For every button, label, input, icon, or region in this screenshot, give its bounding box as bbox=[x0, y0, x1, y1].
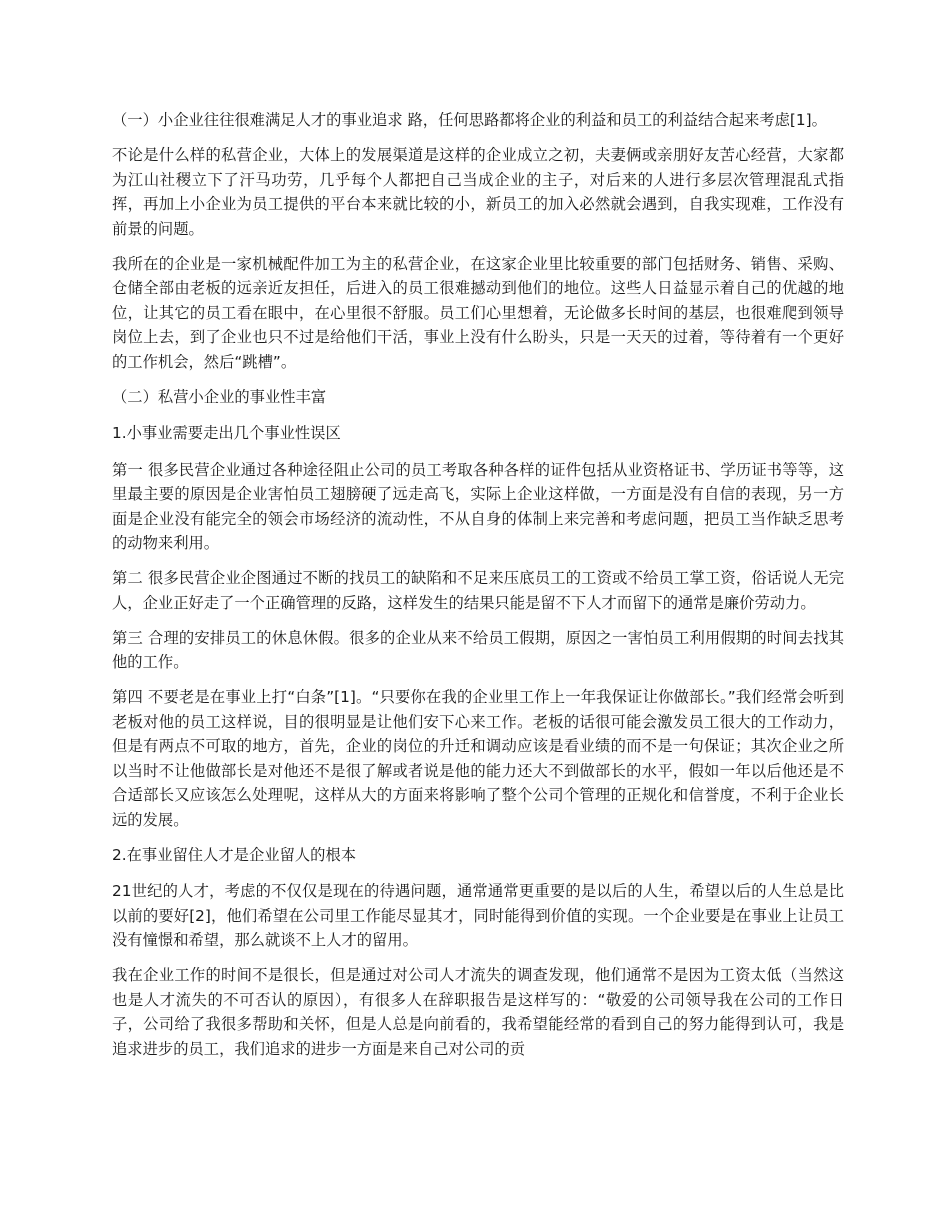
paragraph-fourth: 第四 不要老是在事业上打“白条”[1]。“只要你在我的企业里工作上一年我保证让你做部长。”我们经常会听到老板对他的员工这样说，目的很明显是让他们安下心来工作。老板的话很可能会激发员工很大的工作动力，但是有两点不可取的地方，首先，企业的岗位的升迁和调动应该是看业绩的而不是一句保证；其次企业之所以当时不让他做部长是对他还不是很了解或者说是他的能力还大不到做部长的水平，假如一年以后他还是不合适部长又应该怎么处理呢，这样从大的方面来将影响了整个公司个管理的正规化和信誉度，不利于企业长远的发展。 bbox=[112, 688, 844, 829]
paragraph-first: 第一 很多民营企业通过各种途径阻止公司的员工考取各种各样的证件包括从业资格证书、学历证书等等，这里最主要的原因是企业害怕员工翅膀硬了远走高飞，实际上企业这样做，一方面是没有自信的表现，另一方面是企业没有能完全的领会市场经济的流动性，不从自身的体制上来完善和考虑问题，把员工当作缺乏思考的动物来利用。 bbox=[112, 460, 844, 552]
paragraph-private-enterprise-channels: 不论是什么样的私营企业，大体上的发展渠道是这样的企业成立之初，夫妻俩或亲朋好友苦心经营，大家都为江山社稷立下了汗马功劳，几乎每个人都把自己当成企业的主子，对后来的人进行多层次管理混乱式指挥，再加上小企业为员工提供的平台本来就比较的小，新员工的加入必然就会遇到，自我实现难，工作没有前景的问题。 bbox=[112, 146, 844, 238]
paragraph-resignation: 我在企业工作的时间不是很长，但是通过对公司人才流失的调查发现，他们通常不是因为工资太低（当然这也是人才流失的不可否认的原因），有很多人在辞职报告是这样写的：“敬爱的公司领导我在公司的工作日子，公司给了我很多帮助和关怀，但是人总是向前看的，我希望能经常的看到自己的努力能得到认可，我是追求进步的员工，我们追求的进步一方面是来自己对公司的贡 bbox=[112, 966, 844, 1058]
paragraph-second: 第二 很多民营企业企图通过不断的找员工的缺陷和不足来压底员工的工资或不给员工掌工资，俗话说人无完人，企业正好走了一个正确管理的反路，这样发生的结果只能是留不下人才而留下的通常是廉价劳动力。 bbox=[112, 569, 844, 612]
paragraph-intro-heading: （一）小企业往往很难满足人才的事业追求 路，任何思路都将企业的利益和员工的利益结合起来考虑[1]。 bbox=[112, 111, 827, 129]
paragraph-21st-century: 21世纪的人才，考虑的不仅仅是现在的待遇问题，通常通常更重要的是以后的人生，希望以后的人生总是比以前的要好[2]，他们希望在公司里工作能尽显其才，同时能得到价值的实现。一个企业要是在事业上让员工没有憧憬和希望，那么就谈不上人才的留用。 bbox=[112, 882, 844, 949]
subsection-heading-1: 1.小事业需要走出几个事业性误区 bbox=[112, 424, 341, 442]
document-body bbox=[112, 108, 844, 1072]
paragraph-my-enterprise: 我所在的企业是一家机械配件加工为主的私营企业，在这家企业里比较重要的部门包括财务、销售、采购、仓储全部由老板的远亲近友担任，后进入的员工很难撼动到他们的地位。这些人日益显示着自己的优越的地位，让其它的员工看在眼中，在心里很不舒服。员工们心里想着，无论做多长时间的基层，也很难爬到领导岗位上去，到了企业也只不过是给他们干活，事业上没有什么盼头，只是一天天的过着，等待着有一个更好的工作机会，然后“跳槽”。 bbox=[112, 254, 844, 371]
paragraph-third: 第三 合理的安排员工的休息休假。很多的企业从来不给员工假期，原因之一害怕员工利用假期的时间去找其他的工作。 bbox=[112, 628, 844, 671]
section-heading-2: （二）私营小企业的事业性丰富 bbox=[112, 387, 327, 406]
subsection-heading-2: 2.在事业留住人才是企业留人的根本 bbox=[112, 845, 357, 864]
